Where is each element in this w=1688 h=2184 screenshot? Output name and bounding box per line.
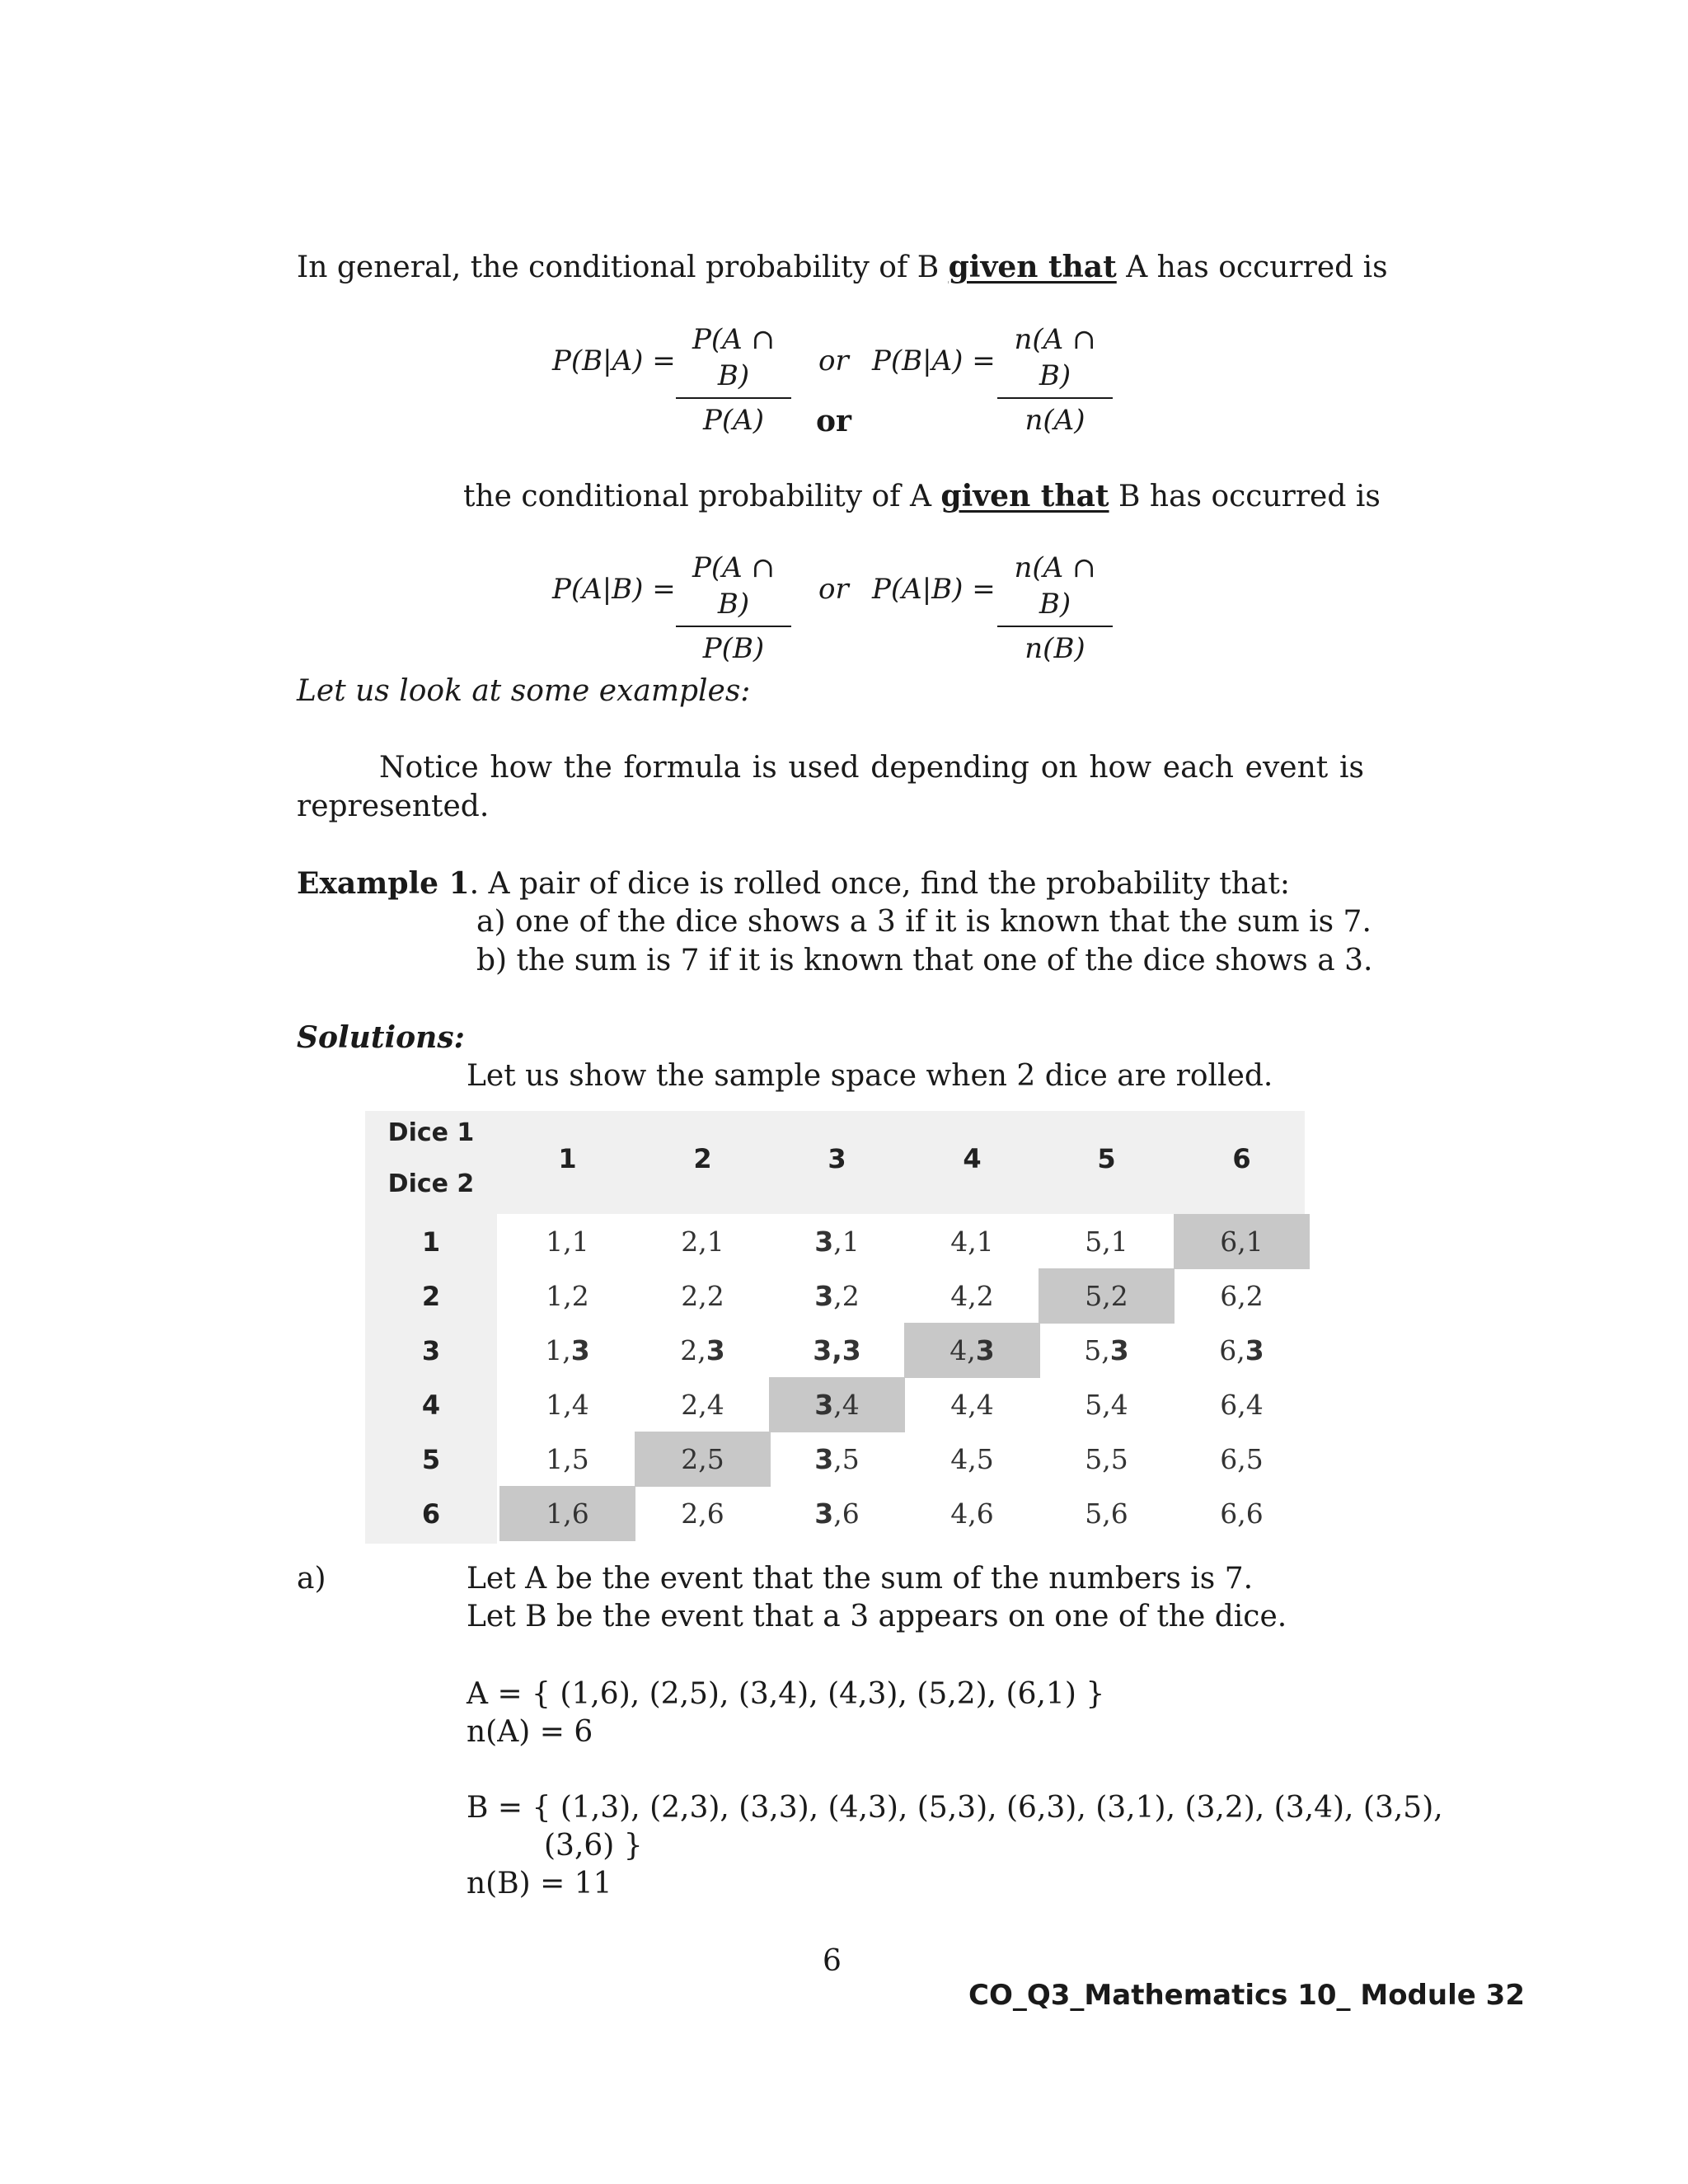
table-cell: 2,4 xyxy=(681,1389,724,1421)
notice-line-2: represented. xyxy=(297,790,490,823)
n-b: n(B) = 11 xyxy=(467,1867,612,1900)
table-cell: 1,2 xyxy=(546,1280,589,1312)
table-cell: 6, 3 xyxy=(1219,1334,1264,1366)
table-cell: 6,2 xyxy=(1220,1280,1264,1312)
formula1-or: or xyxy=(818,344,849,377)
intro-line xyxy=(297,247,1388,288)
table-cell: 3 ,1 xyxy=(814,1226,860,1258)
table-cell: 4,1 xyxy=(950,1226,994,1258)
corner-dice-1: Dice 1 xyxy=(387,1118,475,1147)
event-b-definition: Let B be the event that a 3 appears on one of the dice. xyxy=(467,1600,1287,1633)
formula2-lhs2: P(A|B) = xyxy=(872,573,996,606)
table-cell: 4,6 xyxy=(950,1497,994,1530)
notice-line-1: Notice how the formula is used depending on how each event is xyxy=(379,751,1364,785)
given-that-emphasis: given that xyxy=(948,250,1117,284)
formula2-denominator: P(B) xyxy=(702,632,765,665)
formula1-denominator2: n(A) xyxy=(1025,404,1085,437)
second-line xyxy=(463,476,1381,517)
table-cell: 2, 3 xyxy=(680,1334,725,1366)
event-a-definition: Let A be the event that the sum of the numbers is 7. xyxy=(467,1562,1254,1596)
formula2-numerator: P(A ∩ B) xyxy=(692,551,775,621)
table-cell: 2,6 xyxy=(681,1497,724,1530)
formula1-numerator2: n(A ∩ B) xyxy=(1014,323,1096,392)
table-cell: 1,5 xyxy=(546,1443,589,1475)
table-cell-sum7: 1,6 xyxy=(499,1486,635,1541)
intro-text: In general, the conditional probability of B xyxy=(297,251,949,284)
table-cell: 1,4 xyxy=(546,1389,589,1421)
formula2-numerator2: n(A ∩ B) xyxy=(1014,551,1096,621)
example1-part-a: a) one of the dice shows a 3 if it is known that the sum is 7. xyxy=(476,905,1372,939)
formula2-denominator2: n(B) xyxy=(1025,632,1085,665)
table-cell: 6,5 xyxy=(1220,1443,1264,1475)
col-header: 2 xyxy=(693,1142,712,1174)
col-header: 6 xyxy=(1232,1142,1251,1174)
page-number: 6 xyxy=(823,1944,842,1978)
table-cell: 1, 3 xyxy=(545,1334,590,1366)
set-a: A = { (1,6), (2,5), (3,4), (4,3), (5,2), (6,1) } xyxy=(467,1677,1105,1711)
table-cell: 5,5 xyxy=(1085,1443,1128,1475)
formula1-lhs2: P(B|A) = xyxy=(872,344,996,377)
formula2-fraction2 xyxy=(997,550,1113,667)
sample-space-line: Let us show the sample space when 2 dice are rolled. xyxy=(467,1059,1273,1093)
example1-text: . A pair of dice is rolled once, find the probability that: xyxy=(469,867,1290,901)
table-cell-sum7: 4, 3 xyxy=(904,1323,1040,1378)
formula1-lhs: P(B|A) = xyxy=(552,344,676,377)
table-cell: 3,3 xyxy=(813,1334,861,1366)
table-cell-sum7: 3 ,4 xyxy=(769,1377,905,1432)
set-b-line-2: (3,6) } xyxy=(544,1829,643,1863)
corner-dice-2: Dice 2 xyxy=(387,1169,475,1198)
table-cell-sum7: 5,2 xyxy=(1039,1268,1175,1324)
row-header: 6 xyxy=(421,1497,441,1530)
table-cell: 2,2 xyxy=(681,1280,724,1312)
formula1-numerator: P(A ∩ B) xyxy=(692,323,775,392)
given-that-emphasis-2: given that xyxy=(940,479,1109,513)
examples-heading: Let us look at some examples: xyxy=(297,674,751,708)
table-cell: 4,4 xyxy=(950,1389,994,1421)
table-cell: 3 ,6 xyxy=(814,1497,860,1530)
table-cell: 5,1 xyxy=(1085,1226,1128,1258)
table-cell: 3 ,2 xyxy=(814,1280,860,1312)
table-cell: 1,1 xyxy=(546,1226,589,1258)
row-header: 5 xyxy=(421,1443,441,1475)
set-b-line-1: B = { (1,3), (2,3), (3,3), (4,3), (5,3), (6,3), (3,1), (3,2), (3,4), (3,5), xyxy=(467,1791,1443,1825)
n-a: n(A) = 6 xyxy=(467,1715,593,1749)
second-text: the conditional probability of A xyxy=(463,480,941,513)
formula1-denominator: P(A) xyxy=(703,404,764,437)
example1-label: Example 1 xyxy=(297,866,470,901)
part-a-label: a) xyxy=(297,1562,326,1596)
or-separator: or xyxy=(816,404,851,438)
formula2-lhs: P(A|B) = xyxy=(552,573,676,606)
row-header: 1 xyxy=(421,1226,441,1258)
table-cell: 4,2 xyxy=(950,1280,994,1312)
col-header: 5 xyxy=(1097,1142,1116,1174)
table-cell: 5,6 xyxy=(1085,1497,1128,1530)
table-cell: 4,5 xyxy=(950,1443,994,1475)
intro-text-end: A has occurred is xyxy=(1116,251,1388,284)
table-cell: 3 ,5 xyxy=(814,1443,860,1475)
example1-line xyxy=(297,864,1290,904)
formula2-or: or xyxy=(818,573,849,606)
table-cell: 5, 3 xyxy=(1084,1334,1129,1366)
row-header: 3 xyxy=(421,1334,441,1366)
table-cell-sum7: 2,5 xyxy=(635,1432,771,1487)
col-header: 4 xyxy=(963,1142,982,1174)
example1-part-b: b) the sum is 7 if it is known that one of the dice shows a 3. xyxy=(476,944,1373,977)
formula2-fraction xyxy=(676,550,791,667)
solutions-label: Solutions: xyxy=(297,1020,465,1055)
second-text-end: B has occurred is xyxy=(1109,480,1381,513)
table-cell-sum7: 6,1 xyxy=(1174,1214,1310,1269)
table-cell: 5,4 xyxy=(1085,1389,1128,1421)
formula1-fraction2 xyxy=(997,321,1113,438)
dice-sample-space-table xyxy=(365,1111,1321,1548)
row-header: 4 xyxy=(421,1389,441,1421)
table-cell: 6,4 xyxy=(1220,1389,1264,1421)
table-cell: 2,1 xyxy=(681,1226,724,1258)
table-cell: 6,6 xyxy=(1220,1497,1264,1530)
col-header: 1 xyxy=(558,1142,577,1174)
formula1-fraction xyxy=(676,321,791,438)
footer-module-label: CO_Q3_Mathematics 10_ Module 32 xyxy=(968,1979,1525,2012)
col-header: 3 xyxy=(828,1142,846,1174)
row-header: 2 xyxy=(421,1280,441,1312)
